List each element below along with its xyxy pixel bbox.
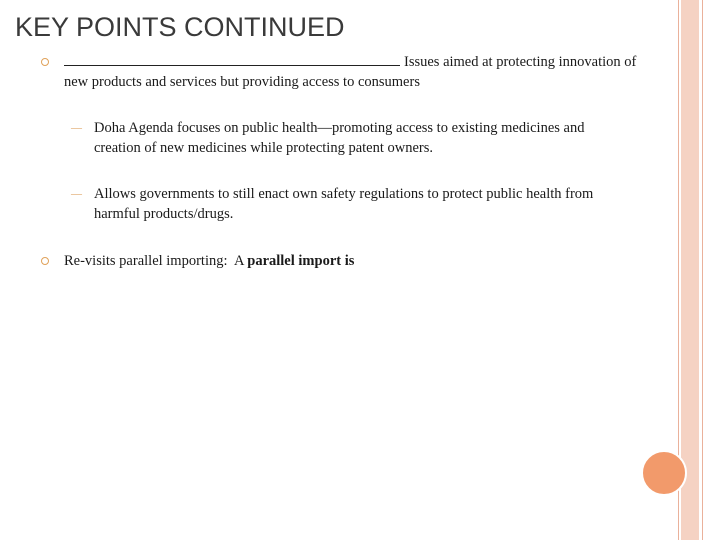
bullet-2 [64,251,644,271]
decorative-rail [681,0,699,540]
bullet-circle-icon [41,58,49,66]
sub-bullet-2-text: Allows governments to still enact own safety regulations to protect public health from harmful products/drugs. [94,186,594,222]
bullet-2-text: Re-visits parallel importing: A [64,253,248,269]
decorative-circle [641,450,687,496]
bullet-circle-icon [41,257,49,265]
bullet-1 [64,52,644,92]
sub-bullet-1-text: Doha Agenda focuses on public health—promoting access to existing medicines and creation of new medicines while protecting patent owners. [94,120,585,156]
sub-bullet-icon: — [71,188,82,200]
fill-in-blank [64,53,400,66]
slide-title: KEY POINTS CONTINUED [15,12,345,42]
sub-bullet-icon: — [71,122,82,134]
bullet-2-bold-text: parallel import is [247,253,355,269]
rail-line-right [702,0,703,540]
bullet-1-text: Issues aimed at protecting innovation of new products and services but providing access to consumers [64,54,637,90]
